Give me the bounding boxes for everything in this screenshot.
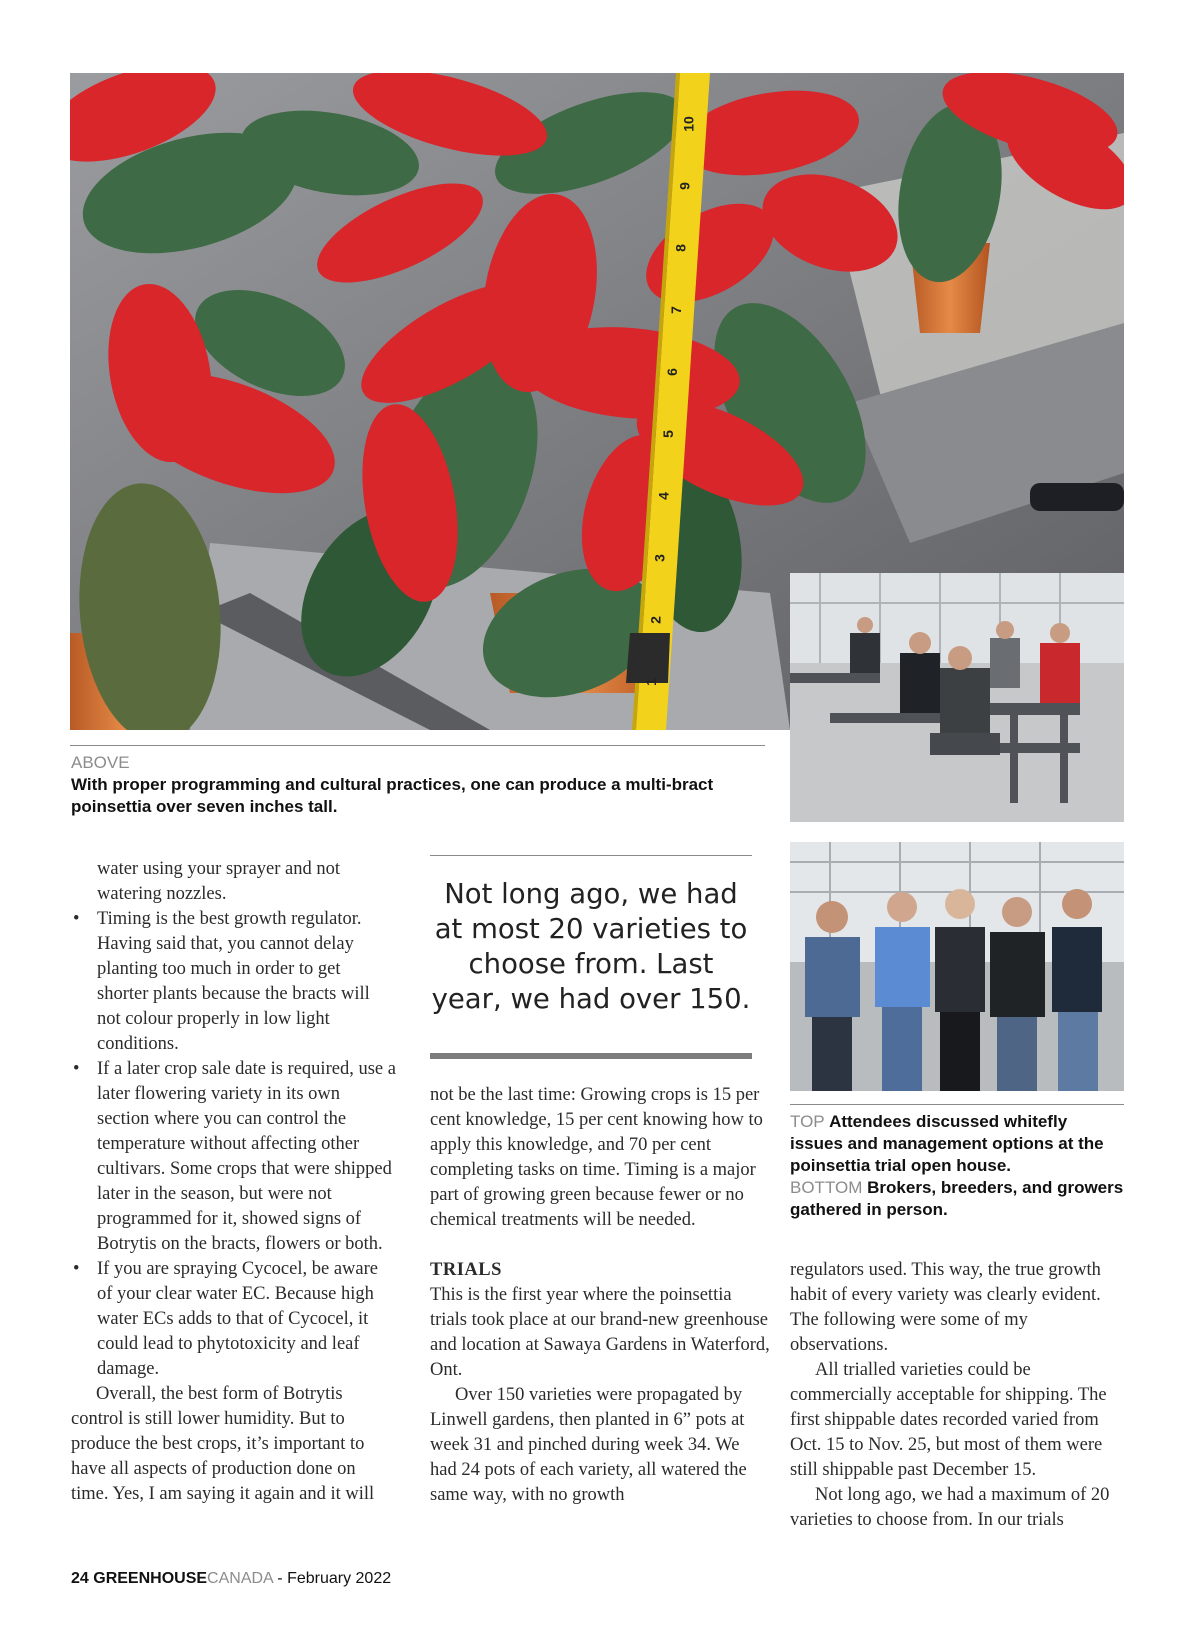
tape-number: 10 xyxy=(680,116,697,132)
pullquote-rule-top xyxy=(430,855,752,856)
issue-date: February 2022 xyxy=(287,1570,392,1587)
caption-side xyxy=(790,1111,1124,1221)
column3-paragraph-3: Not long ago, we had a maximum of 20 varieties to choose from. In our trials xyxy=(790,1485,1110,1530)
caption-label-top: TOP xyxy=(790,1112,825,1131)
tip-cycocel: • If you are spraying Cycocel, be aware of your clear water EC. Because high water ECs adds to that of Cycocel, it could lead to phytotoxicity and leaf damage. xyxy=(71,1257,396,1382)
open-house-photo-top xyxy=(790,573,1124,822)
open-house-photo-bottom xyxy=(790,842,1124,1091)
caption-rule xyxy=(70,745,765,746)
page-footer xyxy=(71,1570,391,1588)
tip-later-crop: • If a later crop sale date is required, use a later flowering variety in its own section where you can control the temperature without affecting other cultivars. Some crops that were shipped later in the season, but were not programmed for it, showed signs of Botrytis on the bracts, flowers or both. xyxy=(71,1057,396,1257)
tape-number: 3 xyxy=(651,554,668,562)
caption-label-above: ABOVE xyxy=(71,753,130,772)
column2-paragraph-3: Over 150 varieties were propagated by Linwell gardens, then planted in 6” pots at week 31 and pinched during week 34. We had 24 pots of each variety, all watered the same way, with no growth xyxy=(430,1385,747,1505)
tape-number: 6 xyxy=(664,368,680,376)
column1-paragraph: Overall, the best form of Botrytis control is still lower humidity. But to produce the best crops, it’s important to have all aspects of production done on time. Yes, I am saying it again and it will xyxy=(71,1384,375,1504)
caption-text-top: Attendees discussed whitefly issues and management options at the poinsettia trial open house. xyxy=(790,1112,1104,1175)
tape-number: 5 xyxy=(659,430,676,438)
text-column-3 xyxy=(790,1258,1130,1533)
caption-text-bottom: Brokers, breeders, and growers gathered in person. xyxy=(790,1178,1124,1219)
text-column-1 xyxy=(71,857,396,1507)
column3-paragraph-1: regulators used. This way, the true growth habit of every variety was clearly evident. The following were some of my observations. xyxy=(790,1260,1101,1355)
tape-number: 8 xyxy=(672,244,689,252)
magazine-name-part1: GREENHOUSE xyxy=(93,1570,208,1587)
magazine-name-part2: CANADA xyxy=(207,1570,273,1587)
column3-paragraph-2: All trialled varieties could be commercially acceptable for shipping. The first shippable dates recorded varied from Oct. 15 to Nov. 25, but most of them were still shippable past December 15. xyxy=(790,1360,1107,1480)
tape-number: 1 xyxy=(643,678,660,686)
side-caption-rule xyxy=(790,1104,1124,1105)
caption-text-above-line2: poinsettia over seven inches tall. xyxy=(71,797,338,816)
tape-number: 2 xyxy=(647,616,664,624)
column2-paragraph-1: not be the last time: Growing crops is 15 per cent knowledge, 15 per cent knowing how to apply this knowledge, and 70 per cent completing tasks on time. Timing is a major part of growing green because fewer or no chemical treatments will be needed. xyxy=(430,1085,763,1230)
section-heading-trials: TRIALS xyxy=(430,1260,502,1280)
column1-lead-in: water using your sprayer and not watering nozzles. xyxy=(97,859,341,904)
caption-text-above-line1: With proper programming and cultural practices, one can produce a multi-bract xyxy=(71,775,714,794)
tape-number: 4 xyxy=(655,492,672,500)
tape-number: 7 xyxy=(668,306,685,314)
caption-above xyxy=(71,752,791,818)
pullquote-rule-bottom xyxy=(430,1053,752,1059)
tips-list xyxy=(71,907,396,1382)
pullquote: Not long ago, we had at most 20 varieties to choose from. Last year, we had over 150. xyxy=(431,878,751,1015)
tip-timing: • Timing is the best growth regulator. Having said that, you cannot delay planting too much in order to get shorter plants because the bracts will not colour properly in low light conditions. xyxy=(71,907,396,1057)
footer-separator: - xyxy=(272,1570,288,1587)
caption-label-bottom: BOTTOM xyxy=(790,1178,863,1197)
text-column-2 xyxy=(430,1083,770,1508)
page-number: 24 xyxy=(71,1570,89,1587)
column2-paragraph-2: This is the first year where the poinsettia trials took place at our brand-new greenhouse and location at Sawaya Gardens in Waterford, Ont. xyxy=(430,1285,770,1380)
tape-number: 9 xyxy=(676,182,693,190)
